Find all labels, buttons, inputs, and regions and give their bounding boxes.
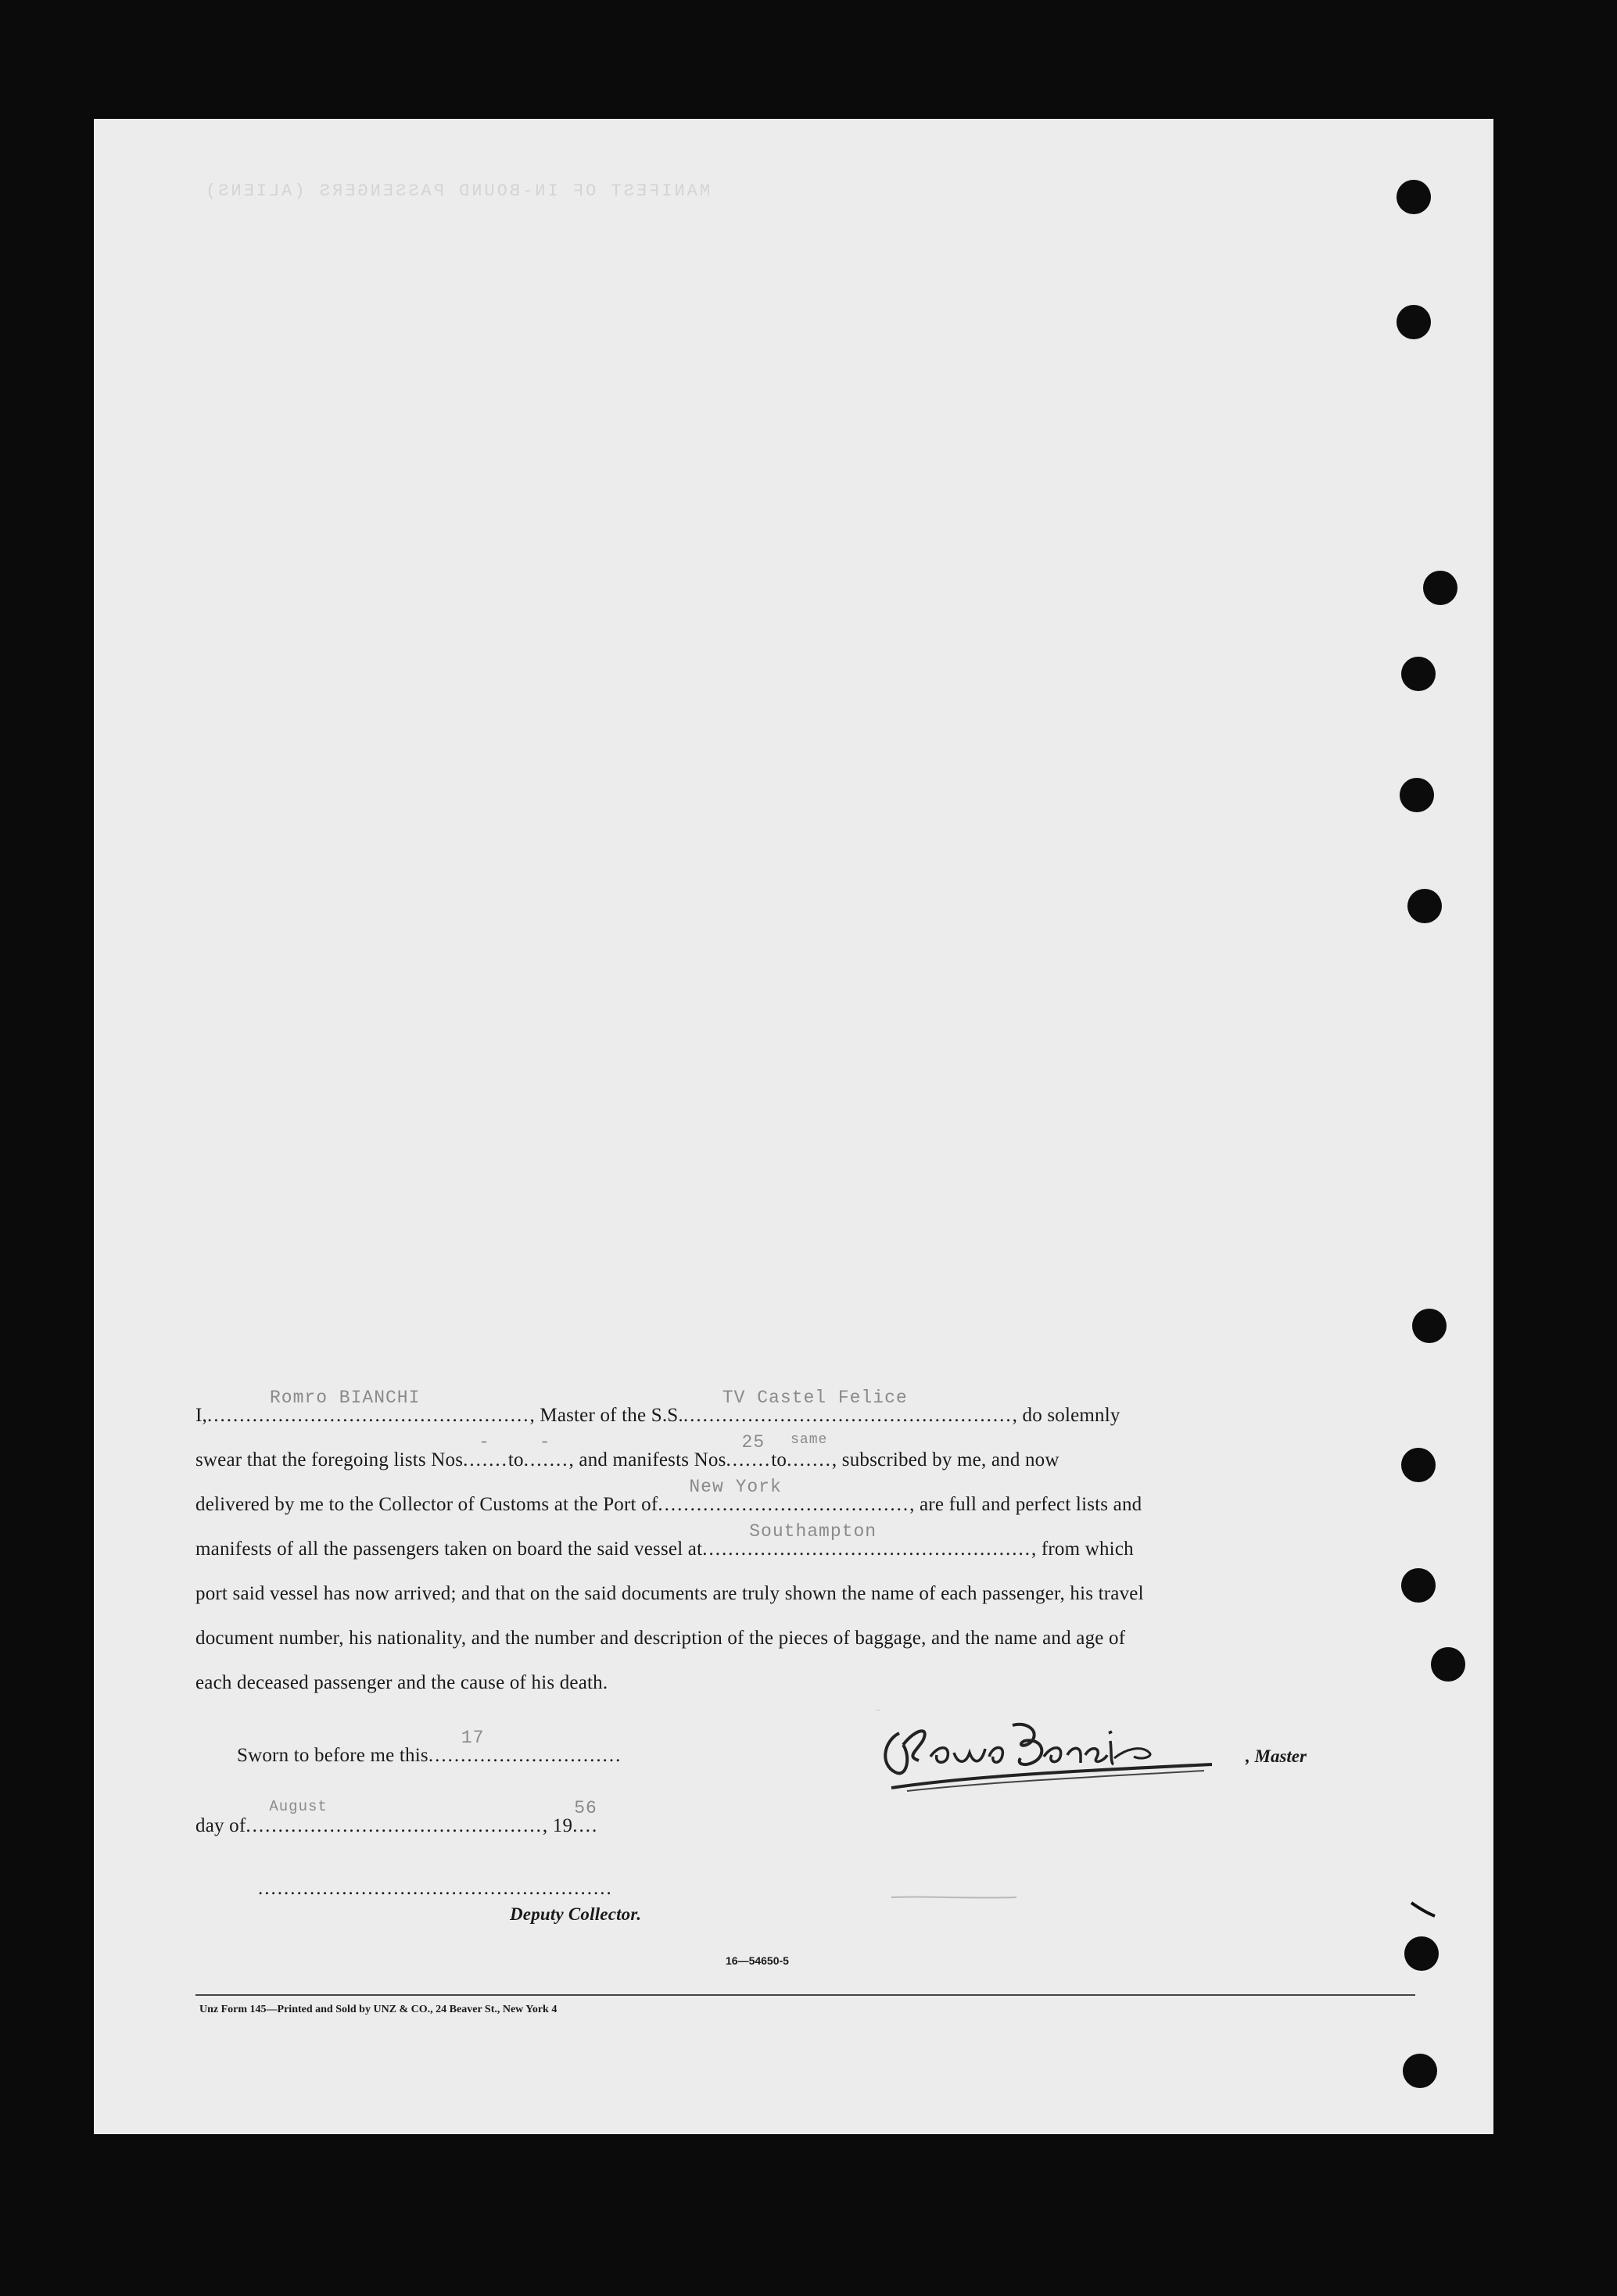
oath-line-1: I, Romro BIANCHI .................................................., Master of the S.S. TV Castel Felice ..................................................., do solemnly [195, 1388, 1120, 1426]
binder-hole-icon [1403, 2054, 1437, 2088]
sworn-day-field: 17 [461, 1728, 485, 1748]
oath-line-4: manifests of all the passengers taken on board the said vessel at Southampton ..................................................., from which [195, 1521, 1134, 1560]
sworn-year-field: 56 [574, 1798, 597, 1818]
oath-line-5: port said vessel has now arrived; and that on the said documents are truly shown the name of each passenger, his travel [195, 1583, 1144, 1604]
oath-line-3: delivered by me to the Collector of Customs at the Port of New York ......................................., are full and perfect lists and [195, 1477, 1142, 1515]
form-number: 16—54650-5 [726, 1954, 789, 1967]
manifest-to-field: same [791, 1432, 828, 1448]
binder-hole-icon [1400, 778, 1434, 812]
binder-hole-icon [1401, 657, 1436, 691]
binder-hole-icon [1423, 571, 1457, 605]
list-to-field: - [539, 1432, 551, 1452]
oath-line-6: document number, his nationality, and the number and description of the pieces of baggage, and the name and age of [195, 1628, 1126, 1649]
svg-text:Romeo Bianchi [876, 1710, 881, 1711]
deputy-signature-line: ....................................................... [258, 1878, 613, 1899]
document-page [94, 119, 1493, 2134]
oath-line-2: swear that the foregoing lists Nos - .......to - ......., and manifests Nos 25 .......to same ......., subscribed by me, and now [195, 1432, 1059, 1470]
binder-hole-icon [1412, 1309, 1447, 1343]
binder-hole-icon [1401, 1568, 1436, 1603]
list-from-field: - [479, 1432, 490, 1452]
faint-mark [876, 1874, 1032, 1913]
master-label: , Master [1246, 1746, 1307, 1766]
deputy-collector-label: Deputy Collector. [510, 1904, 642, 1924]
footer-imprint: Unz Form 145—Printed and Sold by UNZ & CO., 24 Beaver St., New York 4 [199, 2004, 558, 2015]
binder-hole-icon [1401, 1448, 1436, 1482]
bleed-through-header: MANIFEST OF IN-BOUND PASSENGERS (ALIENS) [203, 181, 711, 201]
sworn-month-field: August [269, 1798, 328, 1815]
master-signature [876, 1710, 1235, 1796]
binder-hole-icon [1396, 180, 1431, 214]
vessel-name-field: TV Castel Felice [722, 1388, 908, 1408]
footer-rule [195, 1994, 1415, 1996]
manifest-from-field: 25 [741, 1432, 765, 1452]
pen-mark [1407, 1899, 1439, 1930]
sworn-line: Sworn to before me this 17 .............................. [237, 1728, 622, 1766]
arrival-port-field: New York [689, 1477, 782, 1497]
master-name-field: Romro BIANCHI [269, 1388, 421, 1408]
binder-hole-icon [1431, 1647, 1465, 1682]
binder-hole-icon [1404, 1936, 1439, 1971]
date-line: day of August .............................................., 19 56 .... [195, 1798, 599, 1836]
binder-hole-icon [1396, 305, 1431, 339]
binder-hole-icon [1407, 889, 1442, 923]
oath-line-7: each deceased passenger and the cause of his death. [195, 1672, 608, 1693]
departure-port-field: Southampton [749, 1521, 877, 1542]
